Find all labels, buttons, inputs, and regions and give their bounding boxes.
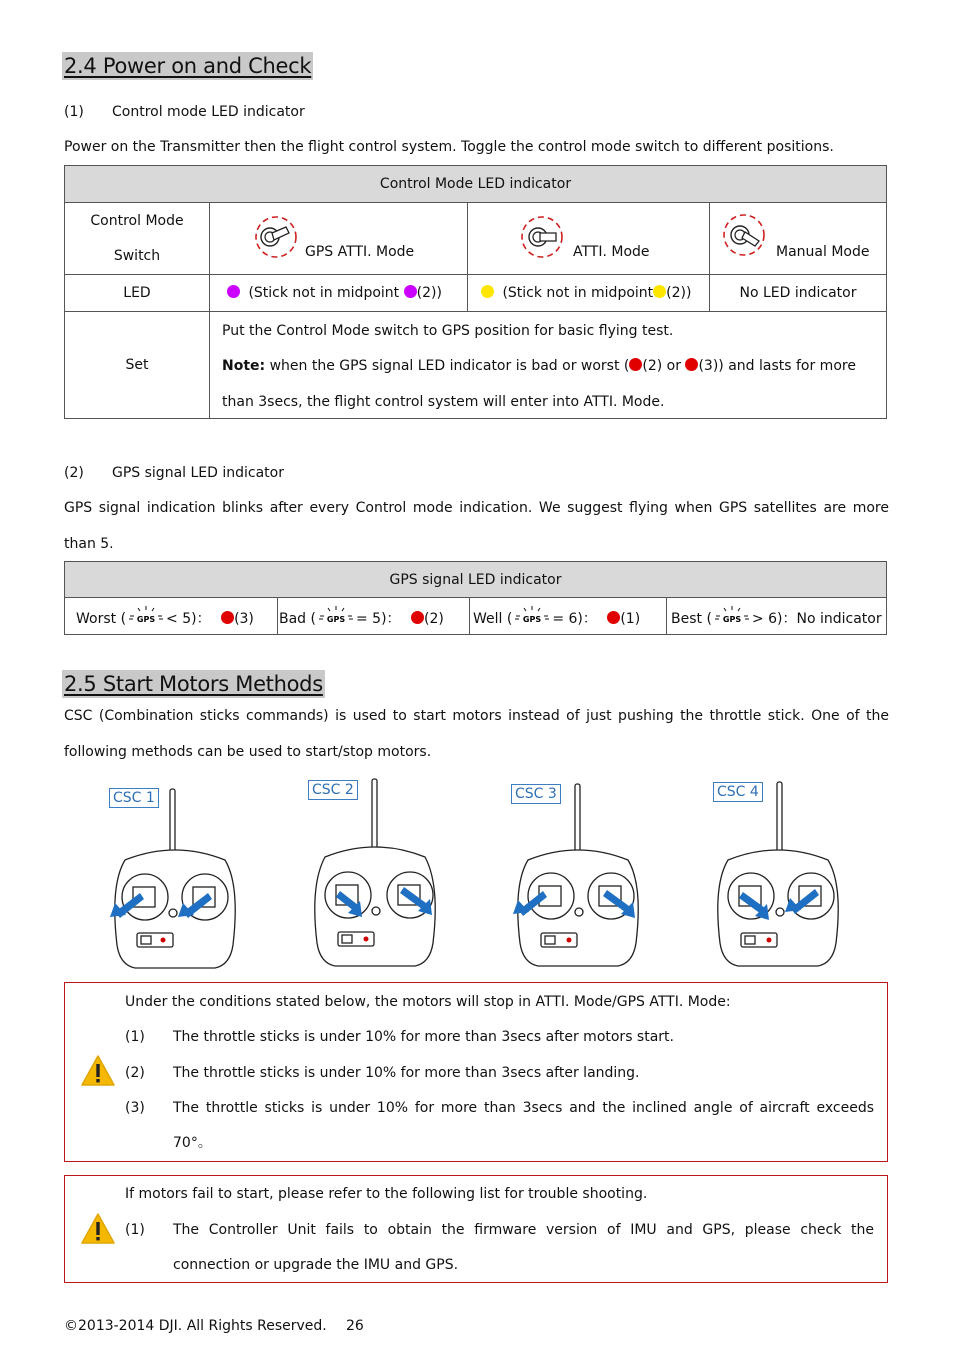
yellow-led-icon xyxy=(653,285,666,298)
warning2-item-number: (1) xyxy=(125,1222,145,1238)
led-row-label: LED xyxy=(65,275,210,312)
mode-manual-label: Manual Mode xyxy=(776,244,870,260)
item2-number: (2) xyxy=(64,465,84,481)
warning1-item3-text: The throttle sticks is under 10% for more than 3secs and the inclined angle of aircraft exceeds xyxy=(173,1100,874,1116)
item2-label: GPS signal LED indicator xyxy=(112,465,284,481)
csc-4-label: CSC 4 xyxy=(713,782,763,802)
section24-intro: Power on the Transmitter then the flight control system. Toggle the control mode switch to different positions. xyxy=(64,139,834,155)
transmitter-csc-1 xyxy=(100,785,250,975)
section25-paragraph-line1: CSC (Combination sticks commands) is used to start motors instead of just pushing the throttle stick. One of the xyxy=(64,708,889,724)
control-mode-table xyxy=(64,165,887,419)
svg-text:GPS: GPS xyxy=(326,615,346,624)
transmitter-csc-3 xyxy=(503,780,653,975)
section-title-2-5: 2.5 Start Motors Methods xyxy=(64,672,323,696)
red-led-icon xyxy=(221,611,234,624)
control-mode-switch-label: Control Mode Switch xyxy=(65,203,210,275)
mode-atti-cell xyxy=(468,203,710,275)
warning1-item2-number: (2) xyxy=(125,1065,145,1081)
mode-atti-label: ATTI. Mode xyxy=(573,244,650,260)
led-gps-atti-cell: (Stick not in midpoint (2)) xyxy=(210,275,468,312)
svg-text:GPS: GPS xyxy=(523,615,542,624)
set-note: Note: when the GPS signal LED indicator is bad or worst ( (2) or (3)) and lasts for more xyxy=(222,358,856,374)
red-led-icon xyxy=(411,611,424,624)
gps-paragraph-line2: than 5. xyxy=(64,536,114,552)
transmitter-csc-4 xyxy=(703,778,853,975)
csc-1-label: CSC 1 xyxy=(109,788,159,808)
set-line1: Put the Control Mode switch to GPS position for basic flying test. xyxy=(222,323,674,339)
transmitter-csc-2 xyxy=(300,775,450,975)
warning-box-troubleshooting xyxy=(64,1175,888,1283)
purple-led-icon xyxy=(404,285,417,298)
red-led-icon xyxy=(629,358,642,371)
red-led-icon xyxy=(607,611,620,624)
red-led-icon xyxy=(685,358,698,371)
set-line3: than 3secs, the flight control system will enter into ATTI. Mode. xyxy=(222,394,665,410)
gps-satellite-icon xyxy=(316,604,356,626)
purple-led-icon xyxy=(227,285,240,298)
gps-signal-table xyxy=(64,561,887,635)
gps-well-cell: Well ( GPS = 6)： (1) xyxy=(470,598,667,635)
gps-best-cell: Best ( GPS > 6)：No indicator xyxy=(667,598,887,635)
warning2-item-line2: connection or upgrade the IMU and GPS. xyxy=(173,1257,459,1273)
csc-3-label: CSC 3 xyxy=(511,784,561,804)
note-label: Note: xyxy=(222,358,266,374)
gps-signal-table-header: GPS signal LED indicator xyxy=(65,562,887,598)
toggle-switch-icon xyxy=(520,215,564,259)
gps-satellite-icon xyxy=(712,604,752,626)
gps-bad-cell: Bad ( GPS = 5)： (2) xyxy=(278,598,470,635)
svg-text:GPS: GPS xyxy=(136,615,156,624)
warning1-item1-text: The throttle sticks is under 10% for more than 3secs after motors start. xyxy=(173,1029,674,1045)
warning1-item2-text: The throttle sticks is under 10% for more than 3secs after landing. xyxy=(173,1065,640,1081)
mode-gps-atti-label: GPS ATTI. Mode xyxy=(305,244,415,260)
led-atti-cell: (Stick not in midpoint (2)) xyxy=(468,275,710,312)
warning1-item3-continuation: 70°。 xyxy=(173,1135,212,1151)
warning-triangle-icon xyxy=(80,1212,116,1245)
section-title-2-4: 2.4 Power on and Check xyxy=(64,54,312,78)
footer-page-number: 26 xyxy=(346,1318,364,1334)
warning1-intro: Under the conditions stated below, the motors will stop in ATTI. Mode/GPS ATTI. Mode: xyxy=(125,994,731,1010)
set-row-label: Set xyxy=(65,312,210,419)
gps-paragraph-line1: GPS signal indication blinks after every Control mode indication. We suggest flying when GPS satellites are more xyxy=(64,500,889,516)
gps-worst-cell: Worst ( GPS < 5)： (3) xyxy=(65,598,278,635)
section25-paragraph-line2: following methods can be used to start/stop motors. xyxy=(64,744,432,760)
warning2-item-line1: The Controller Unit fails to obtain the firmware version of IMU and GPS, please check the xyxy=(173,1222,874,1238)
item1-label: Control mode LED indicator xyxy=(112,104,305,120)
csc-2-label: CSC 2 xyxy=(308,780,358,800)
warning-triangle-icon xyxy=(80,1054,116,1087)
item1-number: (1) xyxy=(64,104,84,120)
toggle-switch-icon xyxy=(254,215,298,259)
mode-gps-atti-cell xyxy=(210,203,468,275)
set-row-content xyxy=(210,312,887,419)
toggle-switch-icon xyxy=(722,213,766,257)
led-manual-cell: No LED indicator xyxy=(710,275,887,312)
gps-satellite-icon xyxy=(126,604,166,626)
svg-text:GPS: GPS xyxy=(722,615,742,624)
gps-satellite-icon xyxy=(512,604,552,626)
footer-copyright: ©2013-2014 DJI. All Rights Reserved. xyxy=(64,1318,327,1334)
control-mode-table-header: Control Mode LED indicator xyxy=(65,166,887,203)
warning2-intro: If motors fail to start, please refer to the following list for trouble shooting. xyxy=(125,1186,648,1202)
yellow-led-icon xyxy=(481,285,494,298)
warning1-item1-number: (1) xyxy=(125,1029,145,1045)
mode-manual-cell xyxy=(710,203,887,275)
warning-box-motor-stop xyxy=(64,982,888,1162)
warning1-item3-number: (3) xyxy=(125,1100,145,1116)
